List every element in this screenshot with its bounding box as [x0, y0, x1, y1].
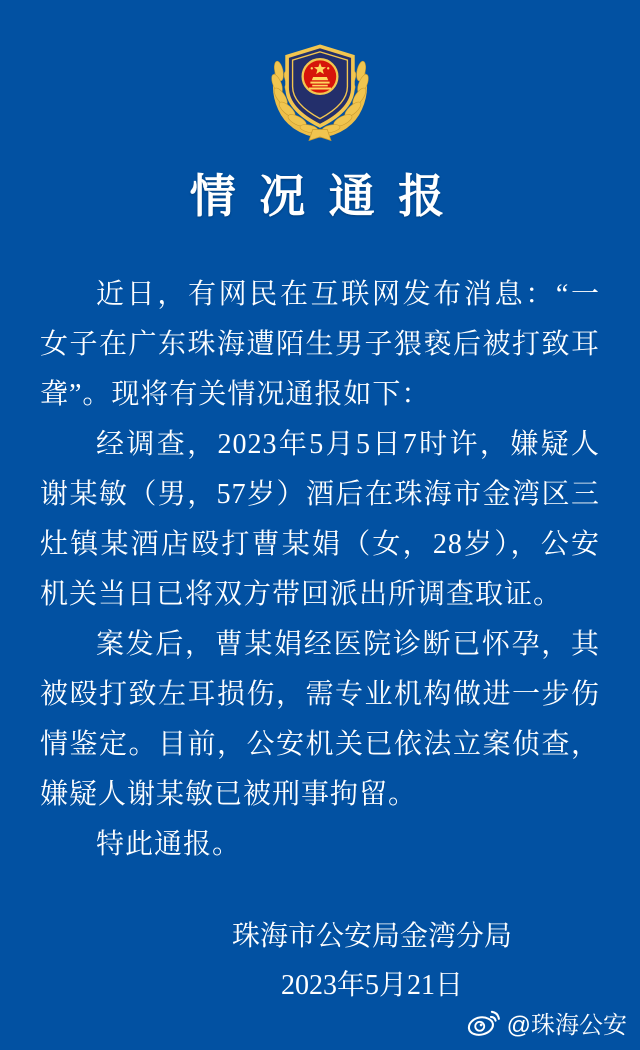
police-badge-icon — [256, 40, 384, 146]
paragraph-intro: 近日，有网民在互联网发布消息：“一女子在广东珠海遭陌生男子猥亵后被打致耳聋”。现将有关情况通报如下： — [40, 279, 600, 410]
signature-block — [52, 912, 640, 1010]
weibo-handle: @珠海公安 — [506, 1012, 627, 1039]
paragraph-closing: 特此通报。 — [96, 829, 242, 860]
notice-title: 情 况 通 报 — [189, 171, 451, 222]
paragraph-followup: 案发后，曹某娟经医院诊断已怀孕，其被殴打致左耳损伤，需专业机构做进一步伤情鉴定。目前，公安机关已依法立案侦查，嫌疑人谢某敏已被刑事拘留。 — [40, 629, 600, 810]
weibo-icon — [466, 1009, 500, 1037]
police-badge — [0, 0, 640, 146]
notice-body — [40, 270, 600, 870]
weibo-watermark — [466, 1005, 627, 1040]
paragraph-investigation: 经调查，2023年5月5日7时许，嫌疑人谢某敏（男，57岁）酒后在珠海市金湾区三灶镇某酒店殴打曹某娟（女，28岁），公安机关当日已将双方带回派出所调查取证。 — [40, 429, 600, 610]
issuer-name: 珠海市公安局金湾分局 — [231, 921, 512, 952]
issue-date: 2023年5月21日 — [280, 970, 463, 1001]
